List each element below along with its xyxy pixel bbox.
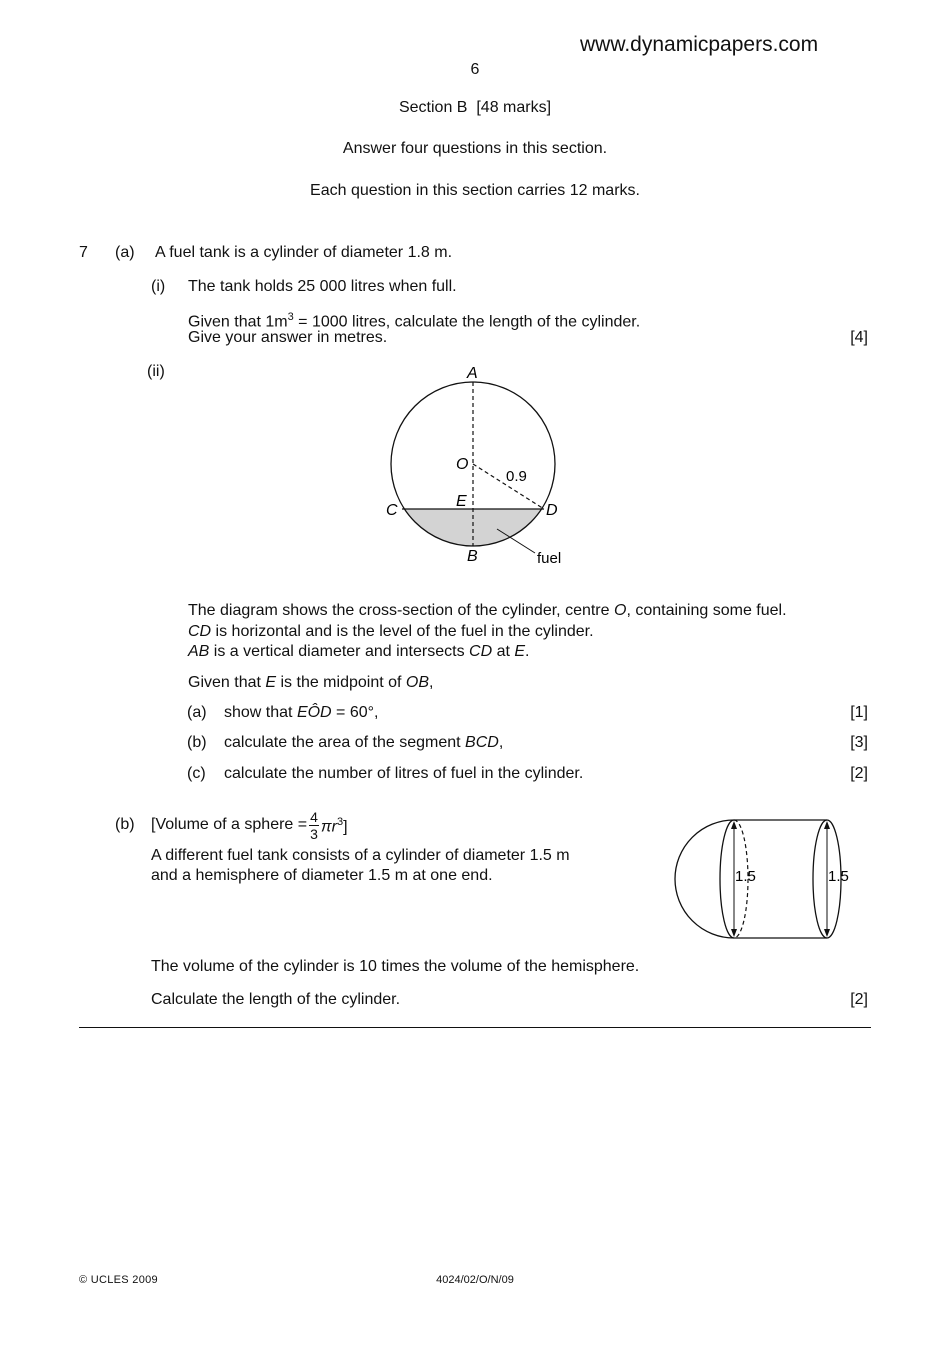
question-number: 7 (79, 244, 88, 261)
part-a-text: A fuel tank is a cylinder of diameter 1.8 m. (155, 244, 453, 261)
sub-part-text: calculate the area of the segment BCD, (224, 734, 504, 751)
section-instruction-1: Answer four questions in this section. (342, 140, 608, 157)
section-heading (0, 98, 950, 118)
sub-part-marks: [3] (850, 734, 868, 751)
formula-fraction: $\frac{4}{3}$ (310, 808, 318, 842)
given-midpoint: Given that E is the midpoint of OB, (188, 674, 434, 691)
left-arrow-down (731, 929, 737, 937)
part-b-line2: and a hemisphere of diameter 1.5 m at one end. (151, 867, 493, 884)
label-e: E (456, 493, 467, 510)
page-number: 6 (470, 61, 480, 78)
sub-part-marks: [2] (850, 765, 868, 782)
part-b-label: (b) (115, 816, 135, 833)
label-b: B (467, 548, 478, 565)
left-arrow-up (731, 821, 737, 829)
sub-part-text: show that EÔD = 60°, (224, 704, 379, 721)
sub-ii-label: (ii) (147, 363, 165, 380)
left-dimension-label: 1.5 (735, 868, 756, 885)
circle-diagram (370, 360, 590, 575)
sub-i-line1: The tank holds 25 000 litres when full. (188, 278, 457, 295)
part-b-line3: The volume of the cylinder is 10 times the volume of the hemisphere. (151, 958, 640, 975)
right-dimension-label: 1.5 (828, 868, 849, 885)
label-c: C (386, 502, 398, 519)
sphere-formula: [Volume of a sphere = $\frac{4}{3}$ $\pi r^3$] (151, 808, 348, 842)
diagram-desc-1: The diagram shows the cross-section of the cylinder, centre O, containing some fuel. (188, 602, 787, 619)
tank-diagram (665, 812, 865, 947)
label-o: O (456, 456, 469, 473)
label-a: A (467, 365, 478, 382)
sub-part-text: calculate the number of litres of fuel in the cylinder. (224, 765, 584, 782)
part-b-line1: A different fuel tank consists of a cylinder of diameter 1.5 m (151, 847, 570, 864)
section-marks: [48 marks] (476, 99, 552, 116)
sub-i-marks: [4] (850, 329, 868, 346)
label-fuel: fuel (537, 550, 562, 567)
part-b-marks: [2] (850, 991, 868, 1008)
sub-i-given: Given that $1m^3 = 1000$ litres, calculate the length of the cylinder. (188, 311, 641, 331)
label-d: D (546, 502, 558, 519)
sub-i-label: (i) (151, 278, 166, 295)
sub-part-label: (b) (187, 734, 207, 751)
part-a-label: (a) (115, 244, 135, 261)
end-rule (79, 1027, 871, 1028)
copyright: © UCLES 2009 (79, 1274, 158, 1286)
sub-part-label: (c) (187, 765, 206, 782)
label-radius: 0.9 (506, 468, 527, 485)
hemisphere-outline (675, 820, 734, 938)
sub-part-marks: [1] (850, 704, 868, 721)
website-url: www.dynamicpapers.com (580, 33, 819, 56)
paper-code: 4024/02/O/N/09 (436, 1274, 514, 1286)
section-title: Section B (398, 99, 468, 116)
sub-part-label: (a) (187, 704, 207, 721)
diagram-desc-2: CD is horizontal and is the level of the fuel in the cylinder. (188, 623, 594, 640)
right-arrow-up (824, 821, 830, 829)
right-arrow-down (824, 929, 830, 937)
left-ellipse-front (720, 820, 734, 938)
diagram-desc-3: AB is a vertical diameter and intersects CD at E. (188, 643, 530, 660)
part-b-line4: Calculate the length of the cylinder. (151, 991, 401, 1008)
sub-i-line3: Give your answer in metres. (188, 329, 388, 346)
section-instruction-2: Each question in this section carries 12 marks. (310, 182, 640, 199)
